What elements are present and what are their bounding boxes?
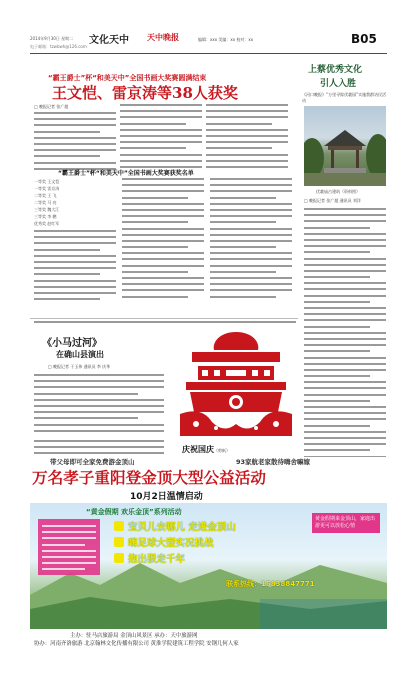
ad-item-3: 抱出狠走千年 — [114, 553, 294, 565]
award-list-col1 — [34, 230, 116, 304]
side-byline: □ 晚报记者 张广超 通讯员 刘洋 — [304, 198, 361, 203]
section-title: 文化天中 — [89, 35, 129, 46]
article-body-col3 — [206, 104, 288, 172]
ad-intro-box — [38, 519, 100, 575]
article-byline: □ 晚报记者 张广超 — [34, 104, 69, 109]
papercut-image — [172, 326, 300, 452]
opera-subtitle: 在确山县演出 — [56, 349, 104, 359]
article-headline: 王文恺、雷京涛等38人获奖 — [52, 84, 238, 102]
ad-series: “黄金假期 欢乐金顶”系列活动 — [86, 508, 182, 516]
ad-hotline: 联系热线：15838847771 — [226, 580, 315, 588]
ad-headline: 万名孝子重阳登金顶大型公益活动 — [32, 468, 266, 487]
ad-top-right: 93家航老家散待嗨舍嘛嫁 — [236, 458, 311, 466]
article-kicker: “霸王爵士”杯“和美天中”全国书画大奖赛圆满结束 — [48, 74, 207, 82]
papercut-caption: 庆祝国庆（剪纸） — [182, 445, 230, 454]
editor-credits: 编辑：xxx 美编：xx 校对：xx — [198, 37, 254, 42]
email: 电子邮箱：tzwbwh@126.com — [30, 44, 87, 49]
photo-caption: 伏羲庙古建筑（资料图） — [316, 189, 360, 194]
opera-title: 《小马过河》 — [42, 338, 102, 349]
article-body-col2 — [120, 104, 202, 172]
ad-badge: 黄金假期来金顶山，家庭出游更可以放松心情 — [312, 513, 380, 533]
side-subtitle: 《河口晚报》“万里寻踪伏羲园”实施我群访民活动 — [302, 92, 387, 103]
ad-item-1: 宝贝儿去哪儿 走进金顶山 — [114, 521, 294, 533]
papercut-art — [172, 326, 300, 452]
side-headline-b: 引人入胜 — [320, 79, 357, 89]
ad-banner — [30, 457, 387, 647]
ad-cosponsor: 协办：河南齐洛旅游 北京翰林文化传播有限公司 黄淮学院建筑工程学院 安钢几何人家 — [34, 641, 239, 647]
opera-byline: □ 晚报记者 于玉伟 通讯员 李 庆华 — [48, 364, 111, 369]
award-row: 一等奖 王文恺 一等奖 雷京涛 二等奖 王 飞 二等奖 马 亮 三等奖 魏大江 三等奖 李 鹏 优秀奖 赵红军 — [34, 179, 60, 226]
masthead — [30, 32, 382, 52]
award-table-title: “霸王爵士”杯“和美天中”全国书画大奖赛获奖名单 — [58, 170, 194, 177]
ad-item-3-marker — [114, 553, 124, 563]
award-table — [34, 178, 296, 313]
ad-item-1-marker — [114, 521, 124, 531]
ad-top-left: 带父母即可全家免费游金顶山 — [50, 458, 135, 466]
article-body-col1 — [34, 112, 116, 174]
award-list-col3 — [210, 178, 292, 302]
paper-logo: 天中晚报 — [147, 32, 179, 42]
ad-date: 10月2日温情启动 — [130, 492, 203, 502]
opera-body — [34, 374, 164, 436]
side-photo — [304, 106, 386, 186]
side-headline-a: 上蔡优秀文化 — [308, 65, 363, 75]
section-divider — [30, 318, 298, 319]
ad-organizer: 主办：驻马店旅游局 金顶山风景区 承办：天中旅游网 — [70, 633, 198, 639]
header-rule — [30, 53, 387, 54]
pavilion-illustration — [304, 106, 386, 186]
award-list-col2 — [122, 178, 204, 302]
page-number: B05 — [351, 32, 377, 46]
ad-item-2: 嗨足球大型实况挑战 — [114, 537, 294, 549]
ad-item-2-marker — [114, 537, 124, 547]
issue-date: 2014年9月30日 星期二 — [30, 36, 74, 41]
